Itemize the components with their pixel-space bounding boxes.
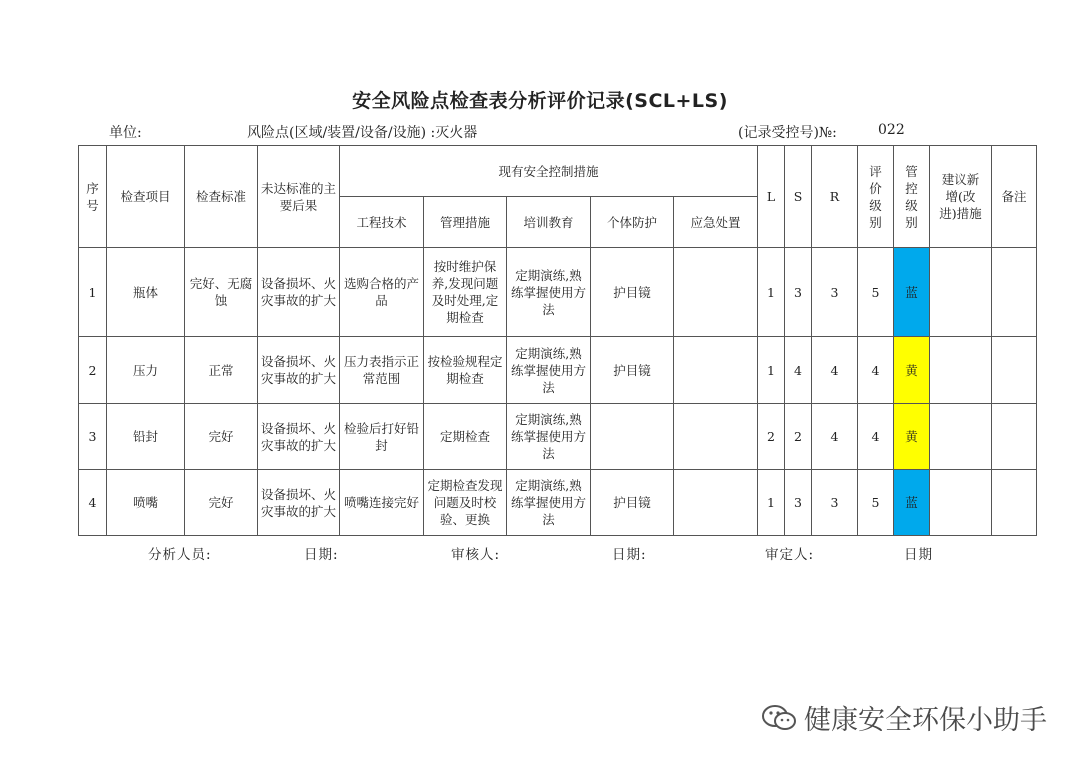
cell-ppe: 护目镜	[591, 337, 674, 404]
cell-S: 4	[785, 337, 812, 404]
footer-reviewer: 审核人:	[451, 547, 501, 563]
cell-S: 2	[785, 404, 812, 470]
cell-control-blue: 蓝	[894, 470, 930, 536]
cell-L: 1	[758, 470, 785, 536]
cell-suggest	[930, 404, 992, 470]
cell-emergency	[674, 337, 758, 404]
cell-training: 定期演练,熟练掌握使用方法	[507, 404, 591, 470]
cell-seq: 2	[79, 337, 107, 404]
cell-item: 喷嘴	[107, 470, 185, 536]
cell-emergency	[674, 470, 758, 536]
cell-ppe: 护目镜	[591, 248, 674, 337]
header-remark: 备注	[992, 146, 1037, 248]
cell-consequence: 设备损坏、火灾事故的扩大	[258, 404, 340, 470]
cell-management: 按时维护保养,发现问题及时处理,定期检查	[424, 248, 507, 337]
header-ppe: 个体防护	[591, 197, 674, 248]
cell-suggest	[930, 337, 992, 404]
header-control-level: 管控级别	[894, 146, 930, 248]
cell-seq: 4	[79, 470, 107, 536]
cell-suggest	[930, 470, 992, 536]
cell-control-yellow: 黄	[894, 337, 930, 404]
cell-standard: 正常	[185, 337, 258, 404]
cell-item: 压力	[107, 337, 185, 404]
cell-consequence: 设备损坏、火灾事故的扩大	[258, 248, 340, 337]
cell-remark	[992, 470, 1037, 536]
cell-remark	[992, 337, 1037, 404]
header-training: 培训教育	[507, 197, 591, 248]
cell-standard: 完好	[185, 470, 258, 536]
cell-R: 3	[812, 470, 858, 536]
cell-standard: 完好	[185, 404, 258, 470]
cell-ppe: 护目镜	[591, 470, 674, 536]
cell-remark	[992, 404, 1037, 470]
cell-item: 瓶体	[107, 248, 185, 337]
cell-L: 1	[758, 248, 785, 337]
cell-management: 定期检查发现问题及时校验、更换	[424, 470, 507, 536]
cell-seq: 1	[79, 248, 107, 337]
table-row	[79, 404, 1037, 470]
header-measures-group: 现有安全控制措施	[340, 146, 758, 197]
cell-engineering: 喷嘴连接完好	[340, 470, 424, 536]
header-R: R	[812, 146, 858, 248]
cell-management: 定期检查	[424, 404, 507, 470]
table-row	[79, 337, 1037, 404]
cell-eval: 4	[858, 404, 894, 470]
cell-L: 1	[758, 337, 785, 404]
footer-date-2: 日期:	[612, 547, 647, 563]
cell-engineering: 检验后打好铅封	[340, 404, 424, 470]
wechat-icon	[760, 703, 798, 733]
document-title: 安全风险点检查表分析评价记录(SCL+LS)	[352, 90, 728, 112]
watermark	[760, 698, 1047, 737]
cell-eval: 5	[858, 248, 894, 337]
header-item: 检查项目	[107, 146, 185, 248]
record-no: 022	[878, 122, 905, 138]
cell-management: 按检验规程定期检查	[424, 337, 507, 404]
watermark-text: 健康安全环保小助手	[804, 705, 1047, 736]
header-eval-level: 评价级别	[858, 146, 894, 248]
cell-engineering: 压力表指示正常范围	[340, 337, 424, 404]
footer-analyst: 分析人员:	[148, 547, 212, 563]
header-seq: 序号	[79, 146, 107, 248]
cell-suggest	[930, 248, 992, 337]
cell-eval: 5	[858, 470, 894, 536]
cell-ppe	[591, 404, 674, 470]
cell-eval: 4	[858, 337, 894, 404]
cell-consequence: 设备损坏、火灾事故的扩大	[258, 470, 340, 536]
header-consequence: 未达标准的主要后果	[258, 146, 340, 248]
cell-control-yellow: 黄	[894, 404, 930, 470]
header-engineering: 工程技术	[340, 197, 424, 248]
cell-seq: 3	[79, 404, 107, 470]
cell-R: 3	[812, 248, 858, 337]
header-row-1	[79, 146, 1037, 197]
cell-item: 铅封	[107, 404, 185, 470]
header-emergency: 应急处置	[674, 197, 758, 248]
cell-remark	[992, 248, 1037, 337]
table-row	[79, 470, 1037, 536]
footer-date-1: 日期:	[304, 547, 339, 563]
cell-R: 4	[812, 337, 858, 404]
cell-training: 定期演练,熟练掌握使用方法	[507, 337, 591, 404]
cell-training: 定期演练,熟练掌握使用方法	[507, 248, 591, 337]
cell-R: 4	[812, 404, 858, 470]
cell-emergency	[674, 404, 758, 470]
header-suggest: 建议新增(改进)措施	[930, 146, 992, 248]
unit-label: 单位:	[109, 125, 142, 141]
record-no-label: (记录受控号)№:	[738, 125, 837, 141]
inspection-table	[78, 145, 1037, 536]
cell-engineering: 选购合格的产品	[340, 248, 424, 337]
header-standard: 检查标准	[185, 146, 258, 248]
cell-emergency	[674, 248, 758, 337]
cell-S: 3	[785, 248, 812, 337]
cell-S: 3	[785, 470, 812, 536]
risk-point: 风险点(区域/装置/设备/设施) :灭火器	[247, 125, 478, 141]
cell-training: 定期演练,熟练掌握使用方法	[507, 470, 591, 536]
cell-control-blue: 蓝	[894, 248, 930, 337]
header-L: L	[758, 146, 785, 248]
header-management: 管理措施	[424, 197, 507, 248]
footer-date-3: 日期	[904, 547, 933, 563]
cell-L: 2	[758, 404, 785, 470]
cell-standard: 完好、无腐蚀	[185, 248, 258, 337]
footer-approver: 审定人:	[765, 547, 815, 563]
table-row	[79, 248, 1037, 337]
header-S: S	[785, 146, 812, 248]
cell-consequence: 设备损坏、火灾事故的扩大	[258, 337, 340, 404]
